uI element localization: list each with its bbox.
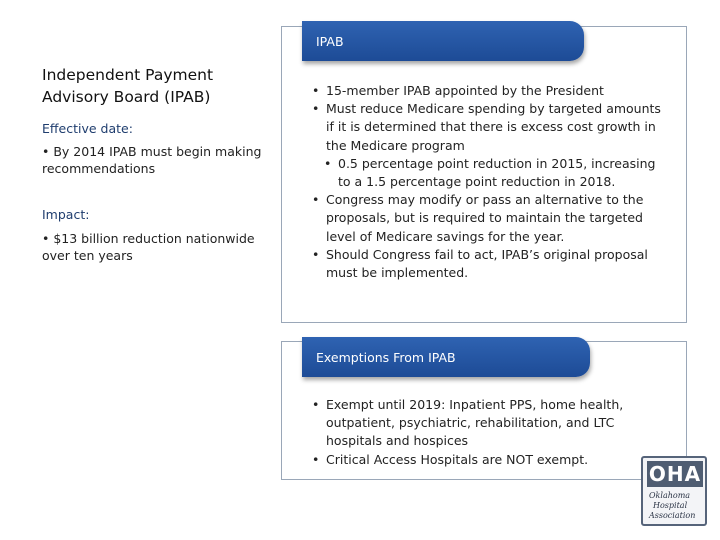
logo-line-3: Association (649, 511, 696, 520)
oha-logo (641, 456, 707, 526)
exemptions-bullet: • Critical Access Hospitals are NOT exempt. (312, 451, 657, 469)
ipab-sub-bullet: • 0.5 percentage point reduction in 2015, increasing to a 1.5 percentage point reduction in 2018. (324, 155, 662, 191)
impact-label: Impact: (42, 207, 90, 222)
ipab-bullet-list (312, 82, 662, 282)
effective-date-label: Effective date: (42, 121, 133, 136)
ipab-bullet: • Should Congress fail to act, IPAB’s original proposal must be implemented. (312, 246, 662, 282)
exemptions-bullet-list (312, 396, 657, 469)
exemptions-bullet: • Exempt until 2019: Inpatient PPS, home health, outpatient, psychiatric, rehabilitation, and LTC hospitals and hospices (312, 396, 657, 451)
ipab-tab: IPAB (302, 21, 584, 61)
logo-line-1: Oklahoma (649, 491, 691, 500)
ipab-bullet: • Congress may modify or pass an alternative to the proposals, but is required to maintain the targeted level of Medicare savings for the year. (312, 191, 662, 246)
exemptions-tab: Exemptions From IPAB (302, 337, 590, 377)
ipab-bullet: • Must reduce Medicare spending by targeted amounts if it is determined that there is excess cost growth in the Medicare program (312, 100, 662, 155)
page-title: Independent Payment Advisory Board (IPAB) (42, 66, 214, 106)
logo-line-2: Hospital (653, 501, 688, 510)
oha-logo-mark: OHA (648, 462, 702, 486)
effective-date-text: • By 2014 IPAB must begin making recommendations (42, 144, 262, 176)
impact-text: • $13 billion reduction nationwide over ten years (42, 231, 255, 263)
ipab-bullet: • 15-member IPAB appointed by the President (312, 82, 662, 100)
